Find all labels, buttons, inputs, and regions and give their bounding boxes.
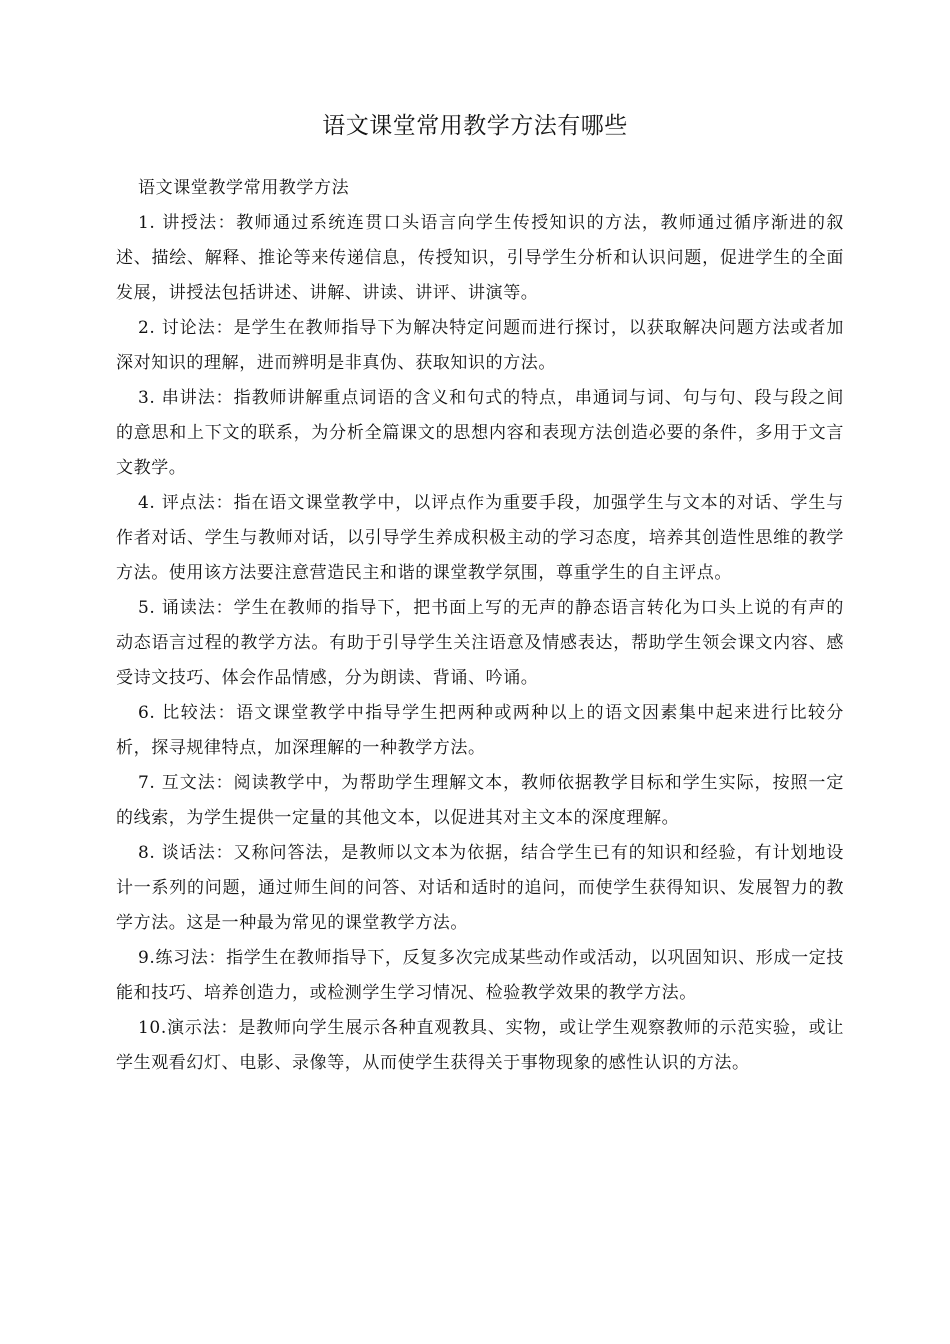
document-title: 语文课堂常用教学方法有哪些 bbox=[322, 113, 628, 139]
paragraph-explication-method: 3. 串讲法：指教师讲解重点词语的含义和句式的特点，串通词与词、句与句、段与段之间的意思和上下文的联系，为分析全篇课文的思想内容和表现方法创造必要的条件，多用于文言文教学。 bbox=[116, 388, 844, 478]
paragraph-commentary-method: 4. 评点法：指在语文课堂教学中，以评点作为重要手段，加强学生与文本的对话、学生与作者对话、学生与教师对话，以引导学生养成积极主动的学习态度，培养其创造性思维的教学方法。使用该方法要注意营造民主和谐的课堂教学氛围，尊重学生的自主评点。 bbox=[116, 493, 844, 583]
document-subtitle: 语文课堂教学常用教学方法 bbox=[138, 178, 350, 198]
paragraph-recitation-method: 5. 诵读法：学生在教师的指导下，把书面上写的无声的静态语言转化为口头上说的有声的动态语言过程的教学方法。有助于引导学生关注语意及情感表达，帮助学生领会课文内容、感受诗文技巧、体会作品情感，分为朗读、背诵、吟诵。 bbox=[116, 598, 844, 688]
paragraph-comparison-method: 6. 比较法：语文课堂教学中指导学生把两种或两种以上的语文因素集中起来进行比较分析，探寻规律特点，加深理解的一种教学方法。 bbox=[116, 703, 844, 758]
document-body bbox=[116, 171, 844, 1081]
paragraph-intertext-method: 7. 互文法：阅读教学中，为帮助学生理解文本，教师依据教学目标和学生实际，按照一定的线索，为学生提供一定量的其他文本，以促进其对主文本的深度理解。 bbox=[116, 773, 844, 828]
paragraph-dialogue-method: 8. 谈话法：又称问答法，是教师以文本为依据，结合学生已有的知识和经验，有计划地设计一系列的问题，通过师生间的问答、对话和适时的追问，而使学生获得知识、发展智力的教学方法。这是一种最为常见的课堂教学方法。 bbox=[116, 843, 844, 933]
paragraph-demonstration-method: 10.演示法：是教师向学生展示各种直观教具、实物，或让学生观察教师的示范实验，或让学生观看幻灯、电影、录像等，从而使学生获得关于事物现象的感性认识的方法。 bbox=[116, 1018, 844, 1073]
paragraph-practice-method: 9.练习法：指学生在教师指导下，反复多次完成某些动作或活动，以巩固知识、形成一定技能和技巧、培养创造力，或检测学生学习情况、检验教学效果的教学方法。 bbox=[116, 948, 844, 1003]
paragraph-lecture-method: 1. 讲授法：教师通过系统连贯口头语言向学生传授知识的方法，教师通过循序渐进的叙述、描绘、解释、推论等来传递信息，传授知识，引导学生分析和认识问题，促进学生的全面发展，讲授法包括讲述、讲解、讲读、讲评、讲演等。 bbox=[116, 213, 844, 303]
paragraph-discussion-method: 2. 讨论法：是学生在教师指导下为解决特定问题而进行探讨，以获取解决问题方法或者加深对知识的理解，进而辨明是非真伪、获取知识的方法。 bbox=[116, 318, 844, 373]
